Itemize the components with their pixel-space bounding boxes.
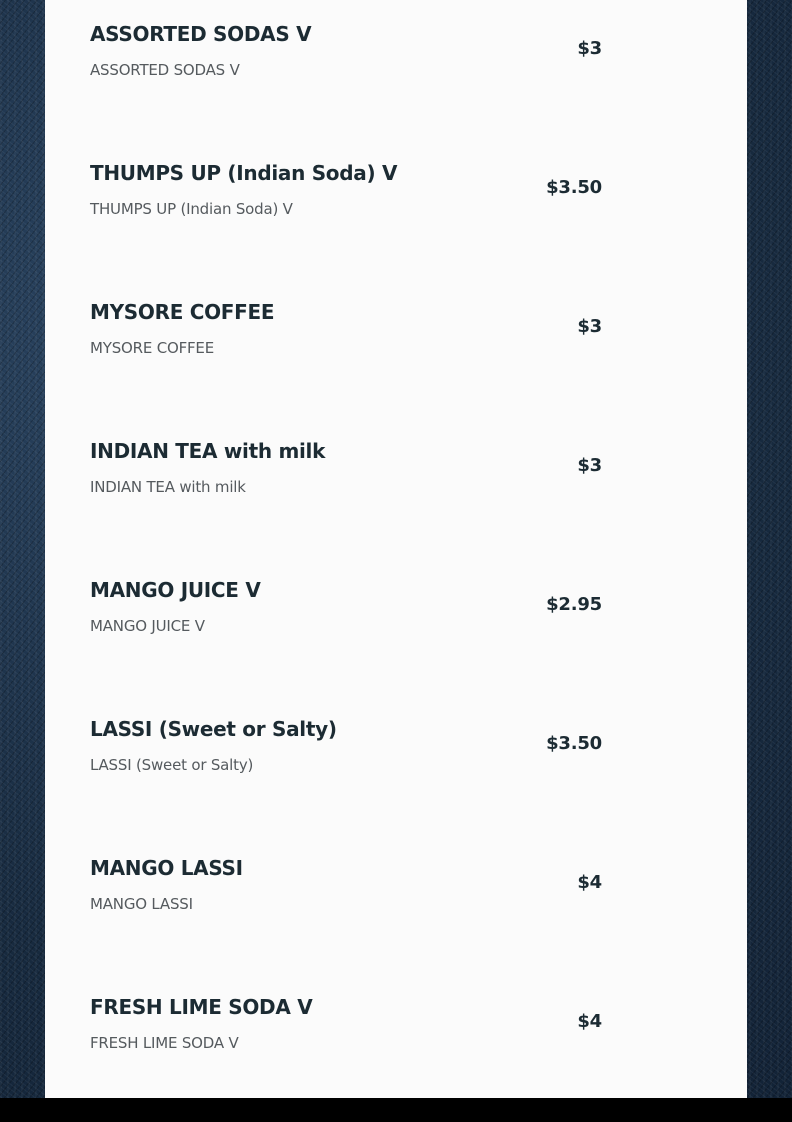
menu-item-indian-tea (90, 438, 602, 518)
item-price: $3.50 (546, 177, 602, 198)
menu-item-fresh-lime-soda (90, 994, 602, 1074)
item-price: $4 (577, 1011, 602, 1032)
menu-item-mango-juice (90, 577, 602, 657)
item-description: ASSORTED SODAS V (90, 61, 240, 79)
item-description: FRESH LIME SODA V (90, 1034, 239, 1052)
item-name: MANGO LASSI (90, 856, 243, 880)
item-name: LASSI (Sweet or Salty) (90, 717, 337, 741)
item-description: LASSI (Sweet or Salty) (90, 756, 254, 774)
item-price: $3 (577, 38, 602, 59)
item-name: MANGO JUICE V (90, 578, 261, 602)
item-description: THUMPS UP (Indian Soda) V (90, 200, 293, 218)
item-description: INDIAN TEA with milk (90, 478, 246, 496)
item-name: INDIAN TEA with milk (90, 439, 326, 463)
item-name: FRESH LIME SODA V (90, 995, 313, 1019)
item-name: MYSORE COFFEE (90, 300, 275, 324)
item-price: $3 (577, 316, 602, 337)
menu-item-lassi (90, 716, 602, 796)
menu-panel (45, 0, 747, 1098)
item-price: $3 (577, 455, 602, 476)
menu-item-assorted-sodas (90, 21, 602, 101)
item-description: MANGO LASSI (90, 895, 193, 913)
menu-item-thumps-up (90, 160, 602, 240)
item-name: ASSORTED SODAS V (90, 22, 312, 46)
item-description: MANGO JUICE V (90, 617, 205, 635)
menu-item-mango-lassi (90, 855, 602, 935)
bottom-bar (0, 1098, 792, 1122)
item-description: MYSORE COFFEE (90, 339, 214, 357)
item-price: $2.95 (546, 594, 602, 615)
item-price: $3.50 (546, 733, 602, 754)
menu-item-mysore-coffee (90, 299, 602, 379)
item-price: $4 (577, 872, 602, 893)
item-name: THUMPS UP (Indian Soda) V (90, 161, 398, 185)
